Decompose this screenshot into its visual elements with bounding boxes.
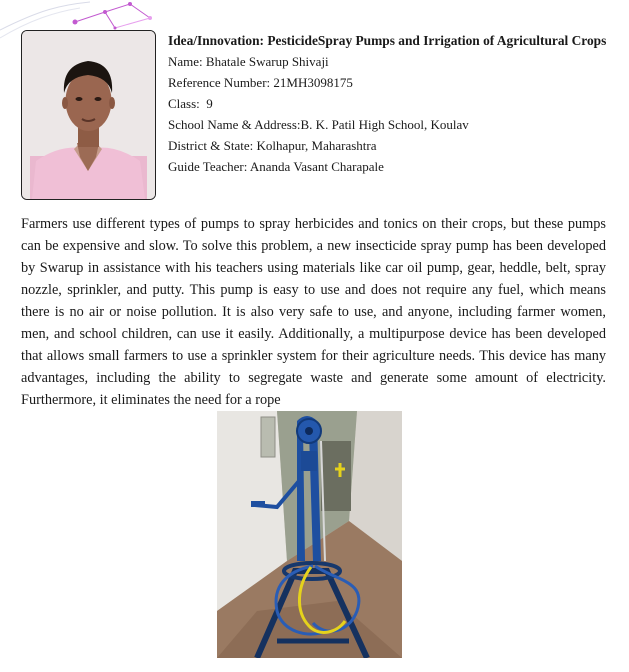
spray-pump-photo: [217, 411, 402, 658]
reference-number-label: Reference Number:: [168, 75, 271, 90]
class-row: [168, 93, 608, 114]
reference-number-row: [168, 72, 608, 93]
class-label: Class:: [168, 96, 200, 111]
school-label: School Name & Address:: [168, 117, 301, 132]
name-label: Name:: [168, 54, 203, 69]
project-title: Idea/Innovation: PesticideSpray Pumps and Irrigation of Agricultural Crops: [168, 33, 607, 48]
guide-teacher-row: [168, 156, 608, 177]
class-value: 9: [206, 96, 213, 111]
district-state-value: Kolhapur, Maharashtra: [256, 138, 377, 153]
student-photo: [21, 30, 156, 200]
project-description: Farmers use different types of pumps to spray herbicides and tonics on their crops, but these pumps can be expensive and slow. To solve this problem, a new insecticide spray pump has been developed by Swarup in assistance with his teachers using materials like car oil pump, gear, heddle, belt, spray nozzle, sprinkler, and putty. This pump is easy to use and does not require any fuel, which means there is no air or noise pollution. It is also very safe to use, and anyone, including farmer women, men, and school children, can use it easily. Additionally, a multipurpose device has been developed that allows small farmers to use a sprinkler system for their agriculture needs. This device has many advantages, including the ability to segregate waste and generate some amount of electricity. Furthermore, it eliminates the need for a rope: [21, 216, 606, 408]
school-value: B. K. Patil High School, Koulav: [300, 117, 469, 132]
reference-number-value: 21MH3098175: [273, 75, 353, 90]
district-state-row: [168, 135, 608, 156]
school-row: [168, 114, 608, 135]
name-value: Bhatale Swarup Shivaji: [205, 54, 329, 69]
guide-teacher-value: Ananda Vasant Charapale: [249, 159, 384, 174]
name-row: [168, 51, 608, 72]
district-state-label: District & State:: [168, 138, 254, 153]
guide-teacher-label: Guide Teacher:: [168, 159, 248, 174]
student-info: [168, 30, 608, 177]
